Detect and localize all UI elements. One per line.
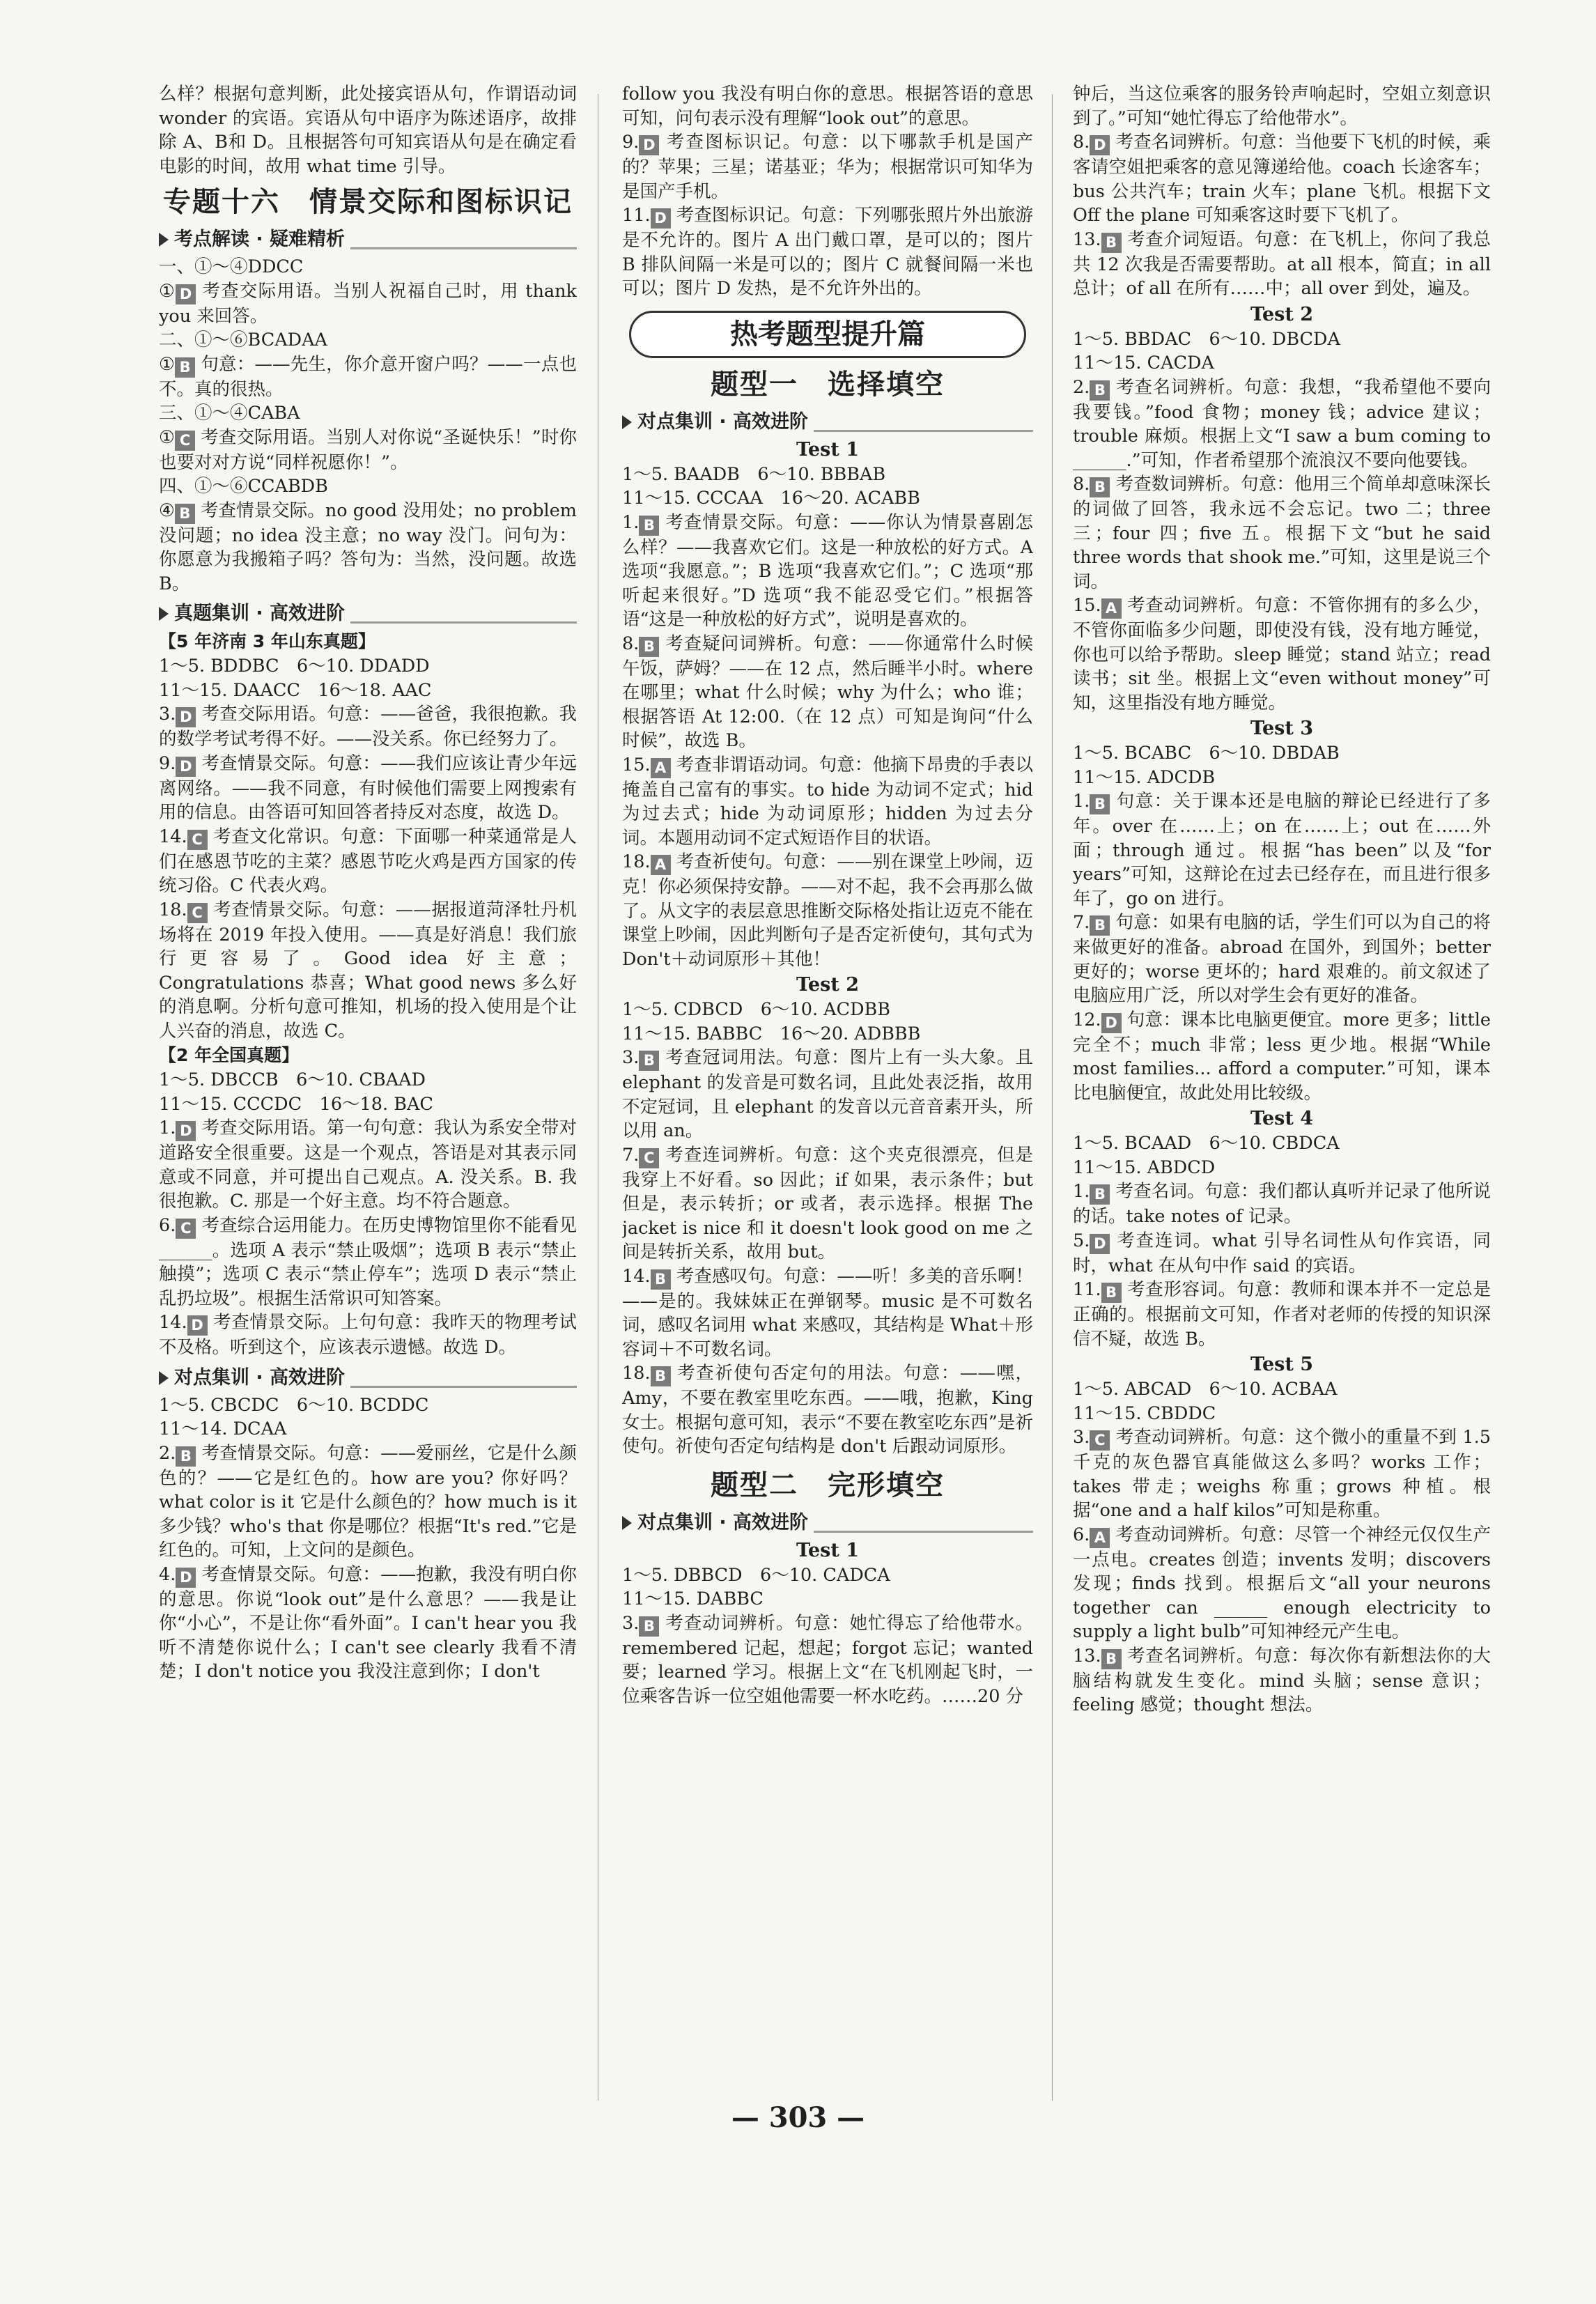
explanation: 11. D 考查图标识记。句意：下列哪张照片外出旅游是不允许的。图片 A 出门戴口罩，是可以的；图片 B 排队间隔一米是可以的；图片 C 就餐间隔一米也可以；图片 D 发热，是不允许外出的。 xyxy=(622,205,1033,299)
answer-line: 1～5. BCAAD 6～10. CBDCA xyxy=(1073,1133,1340,1154)
arrow-icon xyxy=(622,1516,632,1530)
section-header: 对点集训 · 高效进阶 xyxy=(159,1364,577,1392)
explanation: 3. B 考查动词辨析。句意：她忙得忘了给他带水。remembered 记起，想起；forgot 忘记；wanted 要；learned 学习。根据上文“在飞机刚起飞时，一位乘客告诉一位空姐他需要一杯水吃药。……20 分 xyxy=(622,1612,1033,1707)
explanation: 8. B 考查疑问词辨析。句意：——你通常什么时候午饭，萨姆？——在 12 点，然后睡半小时。where 在哪里；what 什么时候；why 为什么；who 谁；根据答语 At 12:00.（在 12 点）可知是询问“什么时候”，故选 B。 xyxy=(622,633,1033,751)
arrow-icon xyxy=(159,233,169,247)
answer-badge: B xyxy=(1090,1184,1110,1205)
answer-badge: B xyxy=(1090,477,1110,497)
answer-badge: C xyxy=(1090,1430,1110,1451)
explanation: 9. D 考查图标识记。句意：以下哪款手机是国产的？苹果；三星；诺基亚；华为；根据常识可知华为是国产手机。 xyxy=(622,132,1033,202)
answer-line: 1～5. ABCAD 6～10. ACBAA xyxy=(1073,1379,1338,1400)
page-number: — 303 — xyxy=(731,2101,865,2134)
answer-line: 11～14. DCAA xyxy=(159,1418,287,1439)
question-type-title: 题型一 选择填空 xyxy=(711,368,945,401)
section-header: 对点集训 · 高效进阶 xyxy=(622,408,1033,436)
answer-badge: A xyxy=(651,758,671,778)
explanation: 13. B 考查介词短语。句意：在飞机上，你问了我总共 12 次我是否需要帮助。at all 根本，简直；in all 总计；of all 在所有……中；all over 到处，遍及。 xyxy=(1073,229,1491,299)
answer-badge: B xyxy=(1090,915,1110,936)
answer-badge: D xyxy=(639,135,659,155)
test-title: Test 4 xyxy=(1250,1108,1314,1129)
explanation: 14. B 考查感叹句。句意：——听！多美的音乐啊！——是的。我妹妹正在弹钢琴。music 是不可数名词，感叹名词用 what 来感叹，其结构是 What＋形容词＋不可数名词。 xyxy=(622,1265,1033,1360)
answer-line: 一、①～④DDCC xyxy=(159,256,304,277)
explanation: 1. B 考查名词。句意：我们都认真听并记录了他所说的话。take notes of 记录。 xyxy=(1073,1181,1491,1227)
section-header: 真题集训 · 高效进阶 xyxy=(159,600,577,628)
answer-badge: A xyxy=(651,855,671,875)
explanation: 15. A 考查动词辨析。句意：不管你拥有的多么少，不管你面临多少问题，即使没有钱，没有地方睡觉，你也可以给予帮助。sleep 睡觉；stand 站立；read 读书；sit 坐。根据上文“even without money”可知，这里指没有地方睡觉。 xyxy=(1073,595,1491,713)
column-1 xyxy=(159,82,577,2089)
explanation: ① C 考查交际用语。当别人对你说“圣诞快乐！”时你也要对对方说“同样祝愿你！”。 xyxy=(159,426,577,473)
topic-title: 专题十六 情景交际和图标识记 xyxy=(163,186,573,218)
explanation: 18. C 考查情景交际。句意：——据报道菏泽牡丹机场将在 2019 年投入使用。——真是好消息！我们旅行更容易了。Good idea 好主意；Congratulations 恭喜；What good news 多么好的消息啊。分析句意可推知，机场的投入使用是个让人兴奋的消息，故选 C。 xyxy=(159,899,577,1042)
paragraph: 钟后，当这位乘客的服务铃声响起时，空姐立刻意识到了。”可知“她忙得忘了给他带水”。 xyxy=(1073,84,1491,129)
explanation: ④ B 考查情景交际。no good 没用处；no problem 没问题；no idea 没主意；no way 没门。问句为：你愿意为我搬箱子吗？答句为：当然，没问题。故选 B。 xyxy=(159,500,577,594)
explanation: 2. B 考查情景交际。句意：——爱丽丝，它是什么颜色的？——它是红色的。how are you? 你好吗？what color is it 它是什么颜色的？how much is it 多少钱？who's that 你是哪位？根据“It's red.”它是红色的。可知，上文问的是颜色。 xyxy=(159,1442,577,1561)
explanation: 3. D 考查交际用语。句意：——爸爸，我很抱歉。我的数学考试考得不好。——没关系。你已经努力了。 xyxy=(159,704,577,750)
column-divider-right xyxy=(1052,94,1053,2101)
section-header: 对点集训 · 高效进阶 xyxy=(622,1509,1033,1537)
explanation: 11. B 考查形容词。句意：教师和课本并不一定总是正确的。根据前文可知，作者对老师的传授的知识深信不疑，故选 B。 xyxy=(1073,1279,1491,1350)
answer-line: 四、①～⑥CCABDB xyxy=(159,476,328,497)
column-2 xyxy=(622,82,1033,2089)
answer-line: 11～15. CBDDC xyxy=(1073,1402,1216,1424)
arrow-icon xyxy=(159,607,169,621)
answer-badge: C xyxy=(175,431,195,451)
paragraph: 么样？根据句意判断，此处接宾语从句，作谓语动词 wonder 的宾语。宾语从句中语序为陈述语序，故排除 A、B和 D。且根据答句可知宾语从句是在确定看电影的时间，故用 what time 引导。 xyxy=(159,84,577,177)
test-title: Test 1 xyxy=(796,438,860,461)
answer-badge: B xyxy=(639,516,659,536)
answer-badge: B xyxy=(639,637,659,657)
question-type-title: 题型二 完形填空 xyxy=(711,1469,945,1501)
answer-badge: B xyxy=(175,504,195,524)
explanation: 8. D 考查名词辨析。句意：当他要下飞机的时候，乘客请空姐把乘客的意见簿递给他。coach 长途客车；bus 公共汽车；train 火车；plane 飞机。根据下文 Off the plane 可知乘客这时要下飞机了。 xyxy=(1073,132,1491,226)
paragraph: follow you 我没有明白你的意思。根据答语的意思可知，问句表示没有理解“look out”的意思。 xyxy=(622,84,1033,129)
answer-badge: B xyxy=(639,1616,659,1637)
answer-line: 11～15. ABDCD xyxy=(1073,1157,1216,1178)
answer-badge: B xyxy=(1090,380,1110,401)
explanation: 1. D 考查交际用语。第一句句意：我认为系安全带对道路安全很重要。这是一个观点，答语是对其表示同意或不同意，并可提出自己观点。A. 没关系。B. 我很抱歉。C. 那是一个好主意。均不符合题意。 xyxy=(159,1118,577,1212)
answer-badge: B xyxy=(1101,233,1122,253)
test-title: Test 2 xyxy=(1250,303,1314,325)
test-title: Test 2 xyxy=(796,974,860,996)
test-title: Test 1 xyxy=(796,1539,860,1561)
answer-badge: C xyxy=(639,1148,659,1168)
source-label: 【2 年全国真题】 xyxy=(159,1045,300,1065)
answer-line: 11～15. BABBC 16～20. ADBBB xyxy=(622,1023,921,1044)
answer-badge: C xyxy=(187,830,208,850)
explanation: 3. C 考查动词辨析。句意：这个微小的重量不到 1.5 千克的灰色器官真能做这么多吗？works 工作；takes 带走；weighs 称重；grows 种植。根据“one and a half kilos”可知是称重。 xyxy=(1073,1427,1491,1521)
answer-badge: D xyxy=(651,208,671,229)
test-title: Test 5 xyxy=(1250,1354,1314,1375)
arrow-icon xyxy=(622,415,632,429)
answer-badge: B xyxy=(175,357,195,378)
answer-line: 1～5. DBBCD 6～10. CADCA xyxy=(622,1564,890,1586)
answer-line: 1～5. BBDAC 6～10. DBCDA xyxy=(1073,328,1340,350)
answer-line: 1～5. BCABC 6～10. DBDAB xyxy=(1073,743,1340,764)
answer-line: 1～5. BDDBC 6～10. DDADD xyxy=(159,656,430,676)
part-banner: 热考题型提升篇 xyxy=(629,311,1026,358)
answer-line: 1～5. CBCDC 6～10. BCDDC xyxy=(159,1394,429,1416)
explanation: 8. B 考查数词辨析。句意：他用三个简单却意味深长的词做了回答，我永远不会忘记。two 二；three 三；four 四；five 五。根据下文“but he said three words that shook me.”可知，这里是说三个词。 xyxy=(1073,474,1491,592)
answer-line: 1～5. BAADB 6～10. BBBAB xyxy=(622,463,886,485)
answer-badge: B xyxy=(1090,794,1110,814)
column-3 xyxy=(1073,82,1491,2089)
answer-badge: B xyxy=(1101,1283,1122,1303)
explanation: 18. A 考查祈使句。句意：——别在课堂上吵闹，迈克！你必须保持安静。——对不起，我不会再那么做了。从文字的表层意思推断交际格处指让迈克不能在课堂上吵闹，因此判断句子是否定祈使句，其句式为 Don't＋动词原形＋其他！ xyxy=(622,851,1033,970)
explanation: ① D 考查交际用语。当别人祝福自己时，用 thank you 来回答。 xyxy=(159,280,577,327)
answer-badge: A xyxy=(1090,1528,1110,1548)
explanation: 1. B 句意：关于课本还是电脑的辩论已经进行了多年。over 在……上；on 在……上；out 在……外面；through 通过。根据“has been”以及“for years”可知，这辩论在过去已经存在，而且进行很多年了，go on 进行。 xyxy=(1073,791,1491,909)
answer-badge: D xyxy=(176,707,196,727)
test-title: Test 3 xyxy=(1250,718,1314,739)
answer-badge: B xyxy=(176,1446,196,1467)
answer-line: 11～15. CCCDC 16～18. BAC xyxy=(159,1093,433,1115)
explanation: 14. C 考查文化常识。句意：下面哪一种菜通常是人们在感恩节吃的主菜？感恩节吃火鸡是西方国家的传统习俗。C 代表火鸡。 xyxy=(159,826,577,896)
explanation: 9. D 考查情景交际。句意：——我们应该让青少年远离网络。——我不同意，有时候他们需要上网搜索有用的信息。由答语可知回答者持反对态度，故选 D。 xyxy=(159,752,577,823)
explanation: 1. B 考查情景交际。句意：——你认为情景喜剧怎么样？——我喜欢它们。这是一种放松的好方式。A 选项“我愿意。”；B 选项“我喜欢它们。”；C 选项“那听起来很好。”D 选项“我不能忍受它们。”根据答语“这是一种放松的好方式”，说明是喜欢的。 xyxy=(622,511,1033,630)
answer-badge: D xyxy=(176,1568,196,1588)
answer-badge: B xyxy=(1101,1649,1122,1669)
answer-line: 11～15. DAACC 16～18. AAC xyxy=(159,679,432,701)
answer-line: 11～15. CACDA xyxy=(1073,353,1214,373)
explanation: 18. B 考查祈使句否定句的用法。句意：——嘿，Amy，不要在教室里吃东西。——哦，抱歉，King 女士。根据句意可知，表示“不要在教室吃东西”是祈使句。祈使句否定句结构是 don't 后跟动词原形。 xyxy=(622,1363,1033,1457)
answer-badge: B xyxy=(651,1366,671,1386)
answer-badge: B xyxy=(651,1269,671,1290)
answer-line: 1～5. DBCCB 6～10. CBAAD xyxy=(159,1069,426,1090)
explanation: 15. A 考查非谓语动词。句意：他摘下昂贵的手表以掩盖自己富有的事实。to hide 为动词不定式；hid 为过去式；hide 为动词原形；hidden 为过去分词。本题用动词不定式短语作目的状语。 xyxy=(622,754,1033,849)
explanation: 7. B 句意：如果有电脑的话，学生们可以为自己的将来做更好的准备。abroad 在国外，到国外；better 更好的；worse 更坏的；hard 艰难的。前文叙述了电脑应用广泛，所以对学生会有更好的准备。 xyxy=(1073,912,1491,1006)
answer-line: 11～15. CCCAA 16～20. ACABB xyxy=(622,488,920,509)
answer-line: 三、①～④CABA xyxy=(159,403,300,424)
explanation: 14. D 考查情景交际。上句句意：我昨天的物理考试不及格。听到这个，应该表示遗憾。故选 D。 xyxy=(159,1312,577,1358)
explanation: 12. D 句意：课本比电脑更便宜。more 更多；little 完全不；much 非常；less 更少地。根据“While most families... afford a computer.”可知，课本比电脑便宜，故此处用比较级。 xyxy=(1073,1009,1491,1104)
answer-badge: A xyxy=(1101,598,1122,619)
answer-badge: D xyxy=(187,1315,208,1336)
explanation: 6. A 考查动词辨析。句意：尽管一个神经元仅仅生产一点电。creates 创造；invents 发明；discovers 发现；finds 找到。根据后文“all your neurons together can ______ enough electricity to supply a light bulb”可知神经元产生电。 xyxy=(1073,1524,1491,1642)
answer-badge: D xyxy=(176,757,196,777)
explanation: 5. D 考查连词。what 引导名词性从句作宾语，同时，what 在从句中作 said 的宾语。 xyxy=(1073,1230,1491,1276)
arrow-icon xyxy=(159,1371,169,1385)
section-header: 考点解读 · 疑难精析 xyxy=(159,226,577,254)
explanation: 6. C 考查综合运用能力。在历史博物馆里你不能看见______。选项 A 表示“禁止吸烟”；选项 B 表示“禁止触摸”；选项 C 表示“禁止停车”；选项 D 表示“禁止乱扔垃圾”。根据生活常识可知答案。 xyxy=(159,1214,577,1309)
answer-badge: C xyxy=(187,903,208,923)
answer-line: 1～5. CDBCD 6～10. ACDBB xyxy=(622,999,891,1020)
answer-line: 二、①～⑥BCADAA xyxy=(159,330,327,350)
explanation: 13. B 考查名词辨析。句意：每次你有新想法你的大脑结构就发生变化。mind 头脑；sense 意识；feeling 感觉；thought 想法。 xyxy=(1073,1645,1491,1715)
answer-badge: D xyxy=(1101,1013,1122,1033)
answer-badge: C xyxy=(176,1219,196,1239)
answer-badge: D xyxy=(176,1121,196,1141)
explanation: ① B 句意：——先生，你介意开窗户吗？——一点也不。真的很热。 xyxy=(159,353,577,400)
explanation: 4. D 考查情景交际。句意：——抱歉，我没有明白你的意思。你说“look out”是什么意思？——我是让你“小心”，不是让你“看外面”。I can't hear you 我听不清楚你说什么；I can't see clearly 我看不清楚；I don't notice you 我没注意到你；I don't xyxy=(159,1563,577,1682)
explanation: 2. B 考查名词辨析。句意：我想，“我希望他不要向我要钱。”food 食物；money 钱；advice 建议；trouble 麻烦。根据上文“I saw a bum coming to ______.”可知，作者希望那个流浪汉不要向他要钱。 xyxy=(1073,376,1491,471)
answer-badge: B xyxy=(639,1051,659,1071)
answer-badge: D xyxy=(1090,135,1110,155)
answer-line: 11～15. DABBC xyxy=(622,1588,764,1609)
answer-badge: D xyxy=(1090,1234,1110,1254)
explanation: 3. B 考查冠词用法。句意：图片上有一头大象。且 elephant 的发音是可数名词，且此处表泛指，故用不定冠词，且 elephant 的发音以元音音素开头，所以用 an。 xyxy=(622,1047,1033,1141)
answer-badge: D xyxy=(176,284,196,304)
explanation: 7. C 考查连词辨析。句意：这个夹克很漂亮，但是我穿上不好看。so 因此；if 如果，表示条件；but 但是，表示转折；or 或者，表示选择。根据 The jacket is nice 和 it doesn't look good on me 之间是转折关系，故用 but。 xyxy=(622,1144,1033,1262)
source-label: 【5 年济南 3 年山东真题】 xyxy=(159,631,375,651)
answer-line: 11～15. ADCDB xyxy=(1073,766,1216,788)
